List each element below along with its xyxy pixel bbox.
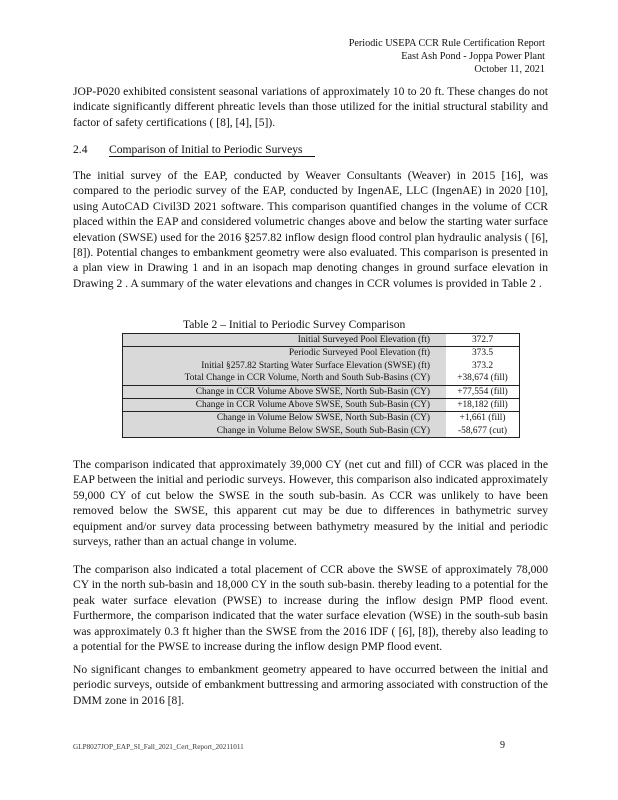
row-value: +38,674 (fill) <box>446 372 520 385</box>
row-value: +1,661 (fill) <box>446 412 520 425</box>
row-label: Change in Volume Below SWSE, North Sub-Basin (CY) <box>123 412 447 425</box>
paragraph-net-volume <box>73 457 548 549</box>
row-value: +77,554 (fill) <box>446 385 520 398</box>
section-heading <box>73 142 315 157</box>
row-label: Total Change in CCR Volume, North and South Sub-Basins (CY) <box>123 372 447 385</box>
table-row <box>123 399 520 412</box>
paragraph-text: No significant changes to embankment geometry appeared to have occurred between the initial and periodic surveys, outside of embankment buttressing and armoring associated with construction of the DMM zone in 2016 [8]. <box>73 663 548 707</box>
paragraph-embankment-geometry <box>73 662 548 708</box>
row-value: 373.2 <box>446 360 520 372</box>
row-value: 372.7 <box>446 334 520 347</box>
row-label: Change in CCR Volume Above SWSE, South Sub-Basin (CY) <box>123 399 447 412</box>
row-label: Initial Surveyed Pool Elevation (ft) <box>123 334 447 347</box>
table-row <box>123 412 520 425</box>
row-value: +18,182 (fill) <box>446 399 520 412</box>
section-title: Comparison of Initial to Periodic Surveys <box>109 143 303 156</box>
section-number: 2.4 <box>73 143 88 156</box>
paragraph-text: The comparison indicated that approximately 39,000 CY (net cut and fill) of CCR was placed in the EAP between the initial and periodic surveys. However, this comparison also indicated approximately 59,000 CY of cut below the SWSE in the south sub-basin. As CCR was unlikely to have been removed below the SWSE, this apparent cut may be due to differences in bathymetric survey equipment and/or survey data processing between bathymetry measured by the initial and periodic surveys, rather than an actual change in volume. <box>73 458 548 549</box>
table-row <box>123 347 520 360</box>
paragraph-survey-intro <box>73 168 548 291</box>
table-row <box>123 385 520 398</box>
page-header <box>349 37 545 76</box>
paragraph-phreatic-levels <box>73 84 548 130</box>
row-label: Change in Volume Below SWSE, South Sub-Basin (CY) <box>123 425 447 438</box>
row-label: Change in CCR Volume Above SWSE, North Sub-Basin (CY) <box>123 385 447 398</box>
header-report-title: Periodic USEPA CCR Rule Certification Report <box>348 38 545 49</box>
row-label: Initial §257.82 Starting Water Surface Elevation (SWSE) (ft) <box>123 360 447 372</box>
header-facility: East Ash Pond - Joppa Power Plant <box>401 51 545 62</box>
row-value: -58,677 (cut) <box>446 425 520 438</box>
table-row <box>123 372 520 385</box>
survey-comparison-table <box>122 333 520 438</box>
paragraph-text: The comparison also indicated a total placement of CCR above the SWSE of approximately 78,000 CY in the north sub-basin and 18,000 CY in the south sub-basin. thereby leading to a potential for the peak water surface elevation (PWSE) to increase during the inflow design PMP flood event. Furthermore, the comparison indicated that the water surface elevation (WSE) in the south-sub basin was approximately 0.3 ft higher than the SWSE from the 2016 IDF ( [6], [8]), thereby also leading to a potential for the PWSE to increase during the inflow design PMP flood event. <box>73 563 548 654</box>
section-title-underline <box>109 144 315 157</box>
footer-document-id: GLP8027JOP_EAP_SI_Fall_2021_Cert_Report_20211011 <box>73 743 244 751</box>
paragraph-ccr-placement <box>73 562 548 654</box>
table-row <box>123 425 520 438</box>
header-date: October 11, 2021 <box>474 64 545 75</box>
footer-page-number: 9 <box>500 740 505 751</box>
table-caption: Table 2 – Initial to Periodic Survey Comparison <box>183 318 406 331</box>
table-row <box>123 360 520 372</box>
row-value: 373.5 <box>446 347 520 360</box>
table-row <box>123 334 520 347</box>
row-label: Periodic Surveyed Pool Elevation (ft) <box>123 347 447 360</box>
paragraph-text: JOP-P020 exhibited consistent seasonal variations of approximately 10 to 20 ft. These changes do not indicate significantly different phreatic levels than those utilized for the initial structural stability and factor of safety certifications ( [8], [4], [5]). <box>73 85 548 129</box>
paragraph-text: The initial survey of the EAP, conducted by Weaver Consultants (Weaver) in 2015 [16], was compared to the periodic survey of the EAP, conducted by IngenAE, LLC (IngenAE) in 2020 [10], using AutoCAD Civil3D 2021 software. This comparison quantified changes in the volume of CCR placed within the EAP and considered volumetric changes above and below the starting water surface elevation (SWSE) used for the 2016 §257.82 inflow design flood control plan hydraulic analysis ( [6], [8]). Potential changes to embankment geometry were also evaluated. This comparison is presented in a plan view in Drawing 1 and in an isopach map denoting changes in ground surface elevation in Drawing 2 . A summary of the water elevations and changes in CCR volumes is provided in Table 2 . <box>73 169 548 290</box>
